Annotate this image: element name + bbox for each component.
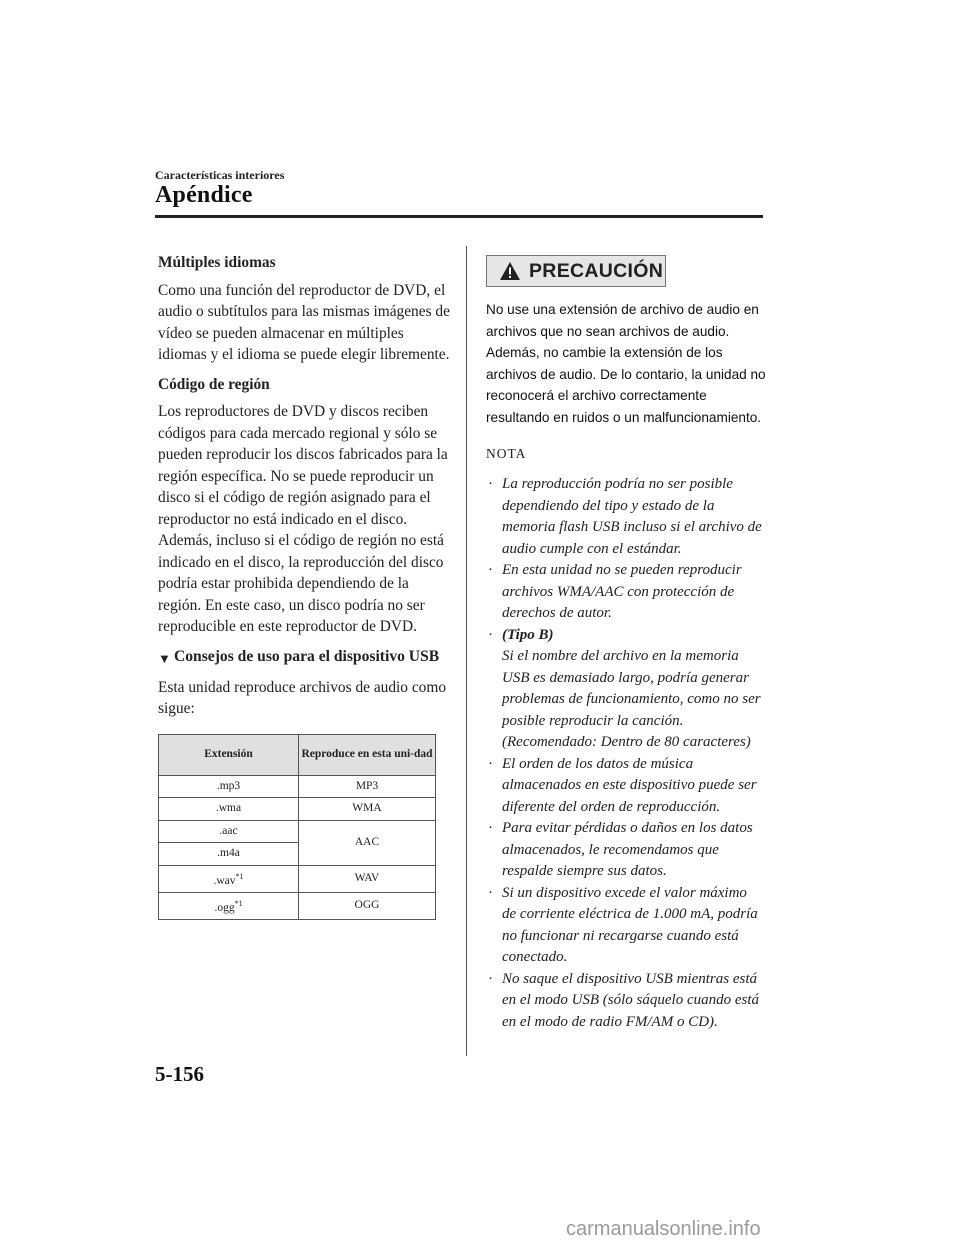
note-text-block <box>500 625 762 754</box>
multi-language-text: Como una función del reproductor de DVD, el audio o subtítulos para las mismas imágenes de vídeo se pueden almacenar en múltiples idiomas y el idioma se puede elegir libremente. <box>158 281 450 363</box>
table-cell-extension <box>159 892 299 919</box>
precaution-box <box>486 255 666 287</box>
page-number: 5-156 <box>155 1062 204 1086</box>
section-label: Características interiores <box>155 168 285 182</box>
header-rule <box>155 215 763 218</box>
note-text: Si un dispositivo excede el valor máximo de corriente eléctrica de 1.000 mA, podría no funcionar ni recargarse cuando está conectado. <box>502 884 758 965</box>
warning-triangle-icon <box>499 261 521 281</box>
precaution-text: No use una extensión de archivo de audio en archivos que no sean archivos de audio. Además, no cambie la extensión de los archivos de audio. De lo contario, la unidad no reconocerá el archivo correctamente resultando en ruidos o un malfuncionamiento. <box>486 302 766 425</box>
extension-table <box>158 734 436 921</box>
table-cell-format: AAC <box>299 820 436 865</box>
watermark: carmanualsonline.info <box>566 1218 761 1240</box>
chapter-title: Apéndice <box>155 182 253 208</box>
extension-text: .wav <box>213 874 236 887</box>
bullet-icon: · <box>488 626 493 643</box>
usb-tips-heading-text: Consejos de uso para el dispositivo USB <box>174 647 440 665</box>
bullet-icon: · <box>488 755 493 772</box>
note-extra: (Recomendado: Dentro de 80 caracteres) <box>502 734 751 750</box>
footnote-marker: *1 <box>234 898 243 908</box>
note-tag: (Tipo B) <box>502 626 554 643</box>
table-cell-format: WAV <box>299 865 436 892</box>
bullet-icon: · <box>488 970 493 987</box>
note-item <box>486 625 766 754</box>
note-item <box>486 754 766 819</box>
note-item <box>486 474 766 560</box>
note-list <box>486 474 766 1033</box>
table-cell-extension: .aac <box>159 820 299 843</box>
bullet-icon: · <box>488 562 493 578</box>
region-code-heading: Código de región <box>158 375 270 393</box>
note-item <box>486 818 766 883</box>
note-text: El orden de los datos de música almacenados en este dispositivo puede ser diferente del orden de reproducción. <box>502 755 757 815</box>
table-row <box>159 798 436 821</box>
left-column <box>158 252 450 920</box>
down-triangle-icon: ▼ <box>158 650 171 666</box>
table-cell-format: WMA <box>299 798 436 821</box>
table-row <box>159 892 436 919</box>
extension-text: .ogg <box>214 901 235 914</box>
bullet-icon: · <box>488 476 493 492</box>
precaution-title: PRECAUCIÓN <box>529 259 664 282</box>
table-cell-extension: .wma <box>159 798 299 821</box>
footnote-marker: *1 <box>235 871 244 881</box>
region-code-text: Los reproductores de DVD y discos reciben códigos para cada mercado regional y sólo se pueden reproducir los discos fabricados para la región específica. No se puede reproducir un disco si el código de región asignado para el reproductor no está indicado en el disco. Además, incluso si el código de región no está indicado en el disco, la reproducción del disco podría estar prohibida dependiendo de la región. En este caso, un disco podría no ser reproducible en este reproductor de DVD. <box>158 403 448 635</box>
table-row <box>159 820 436 843</box>
table-cell-format: OGG <box>299 892 436 919</box>
table-header-row <box>159 734 436 775</box>
note-label: NOTA <box>486 446 527 461</box>
bullet-icon: · <box>488 820 493 836</box>
bullet-icon: · <box>488 884 493 901</box>
table-header-extension: Extensión <box>159 734 299 775</box>
table-row <box>159 865 436 892</box>
table-row <box>159 775 436 798</box>
table-cell-format: MP3 <box>299 775 436 798</box>
multi-language-heading: Múltiples idiomas <box>158 254 276 271</box>
note-text: La reproducción podría no ser posible dependiendo del tipo y estado de la memoria flash USB incluso si el archivo de audio cumple con el estándar. <box>502 476 762 557</box>
usb-tips-text: Esta unidad reproduce archivos de audio como sigue: <box>158 678 447 717</box>
note-item <box>486 560 766 625</box>
table-header-plays: Reproduce en esta uni-dad <box>299 734 436 775</box>
table-cell-extension <box>159 865 299 892</box>
note-text: En esta unidad no se pueden reproducir archivos WMA/AAC con protección de derechos de autor. <box>502 562 742 621</box>
column-divider <box>466 246 467 1056</box>
table-cell-extension: .m4a <box>159 843 299 866</box>
right-column <box>486 255 766 1033</box>
table-cell-extension: .mp3 <box>159 775 299 798</box>
usb-tips-heading <box>158 646 450 669</box>
note-text: No saque el dispositivo USB mientras está en el modo USB (sólo sáquelo cuando está en el modo de radio FM/AM o CD). <box>502 970 760 1030</box>
note-text: Para evitar pérdidas o daños en los datos almacenados, le recomendamos que respalde siempre sus datos. <box>502 820 753 879</box>
note-item <box>486 969 766 1034</box>
note-item <box>486 883 766 969</box>
note-text: Si el nombre del archivo en la memoria USB es demasiado largo, podría generar problemas de funcionamiento, como no ser posible reproducir la canción. <box>502 648 761 729</box>
